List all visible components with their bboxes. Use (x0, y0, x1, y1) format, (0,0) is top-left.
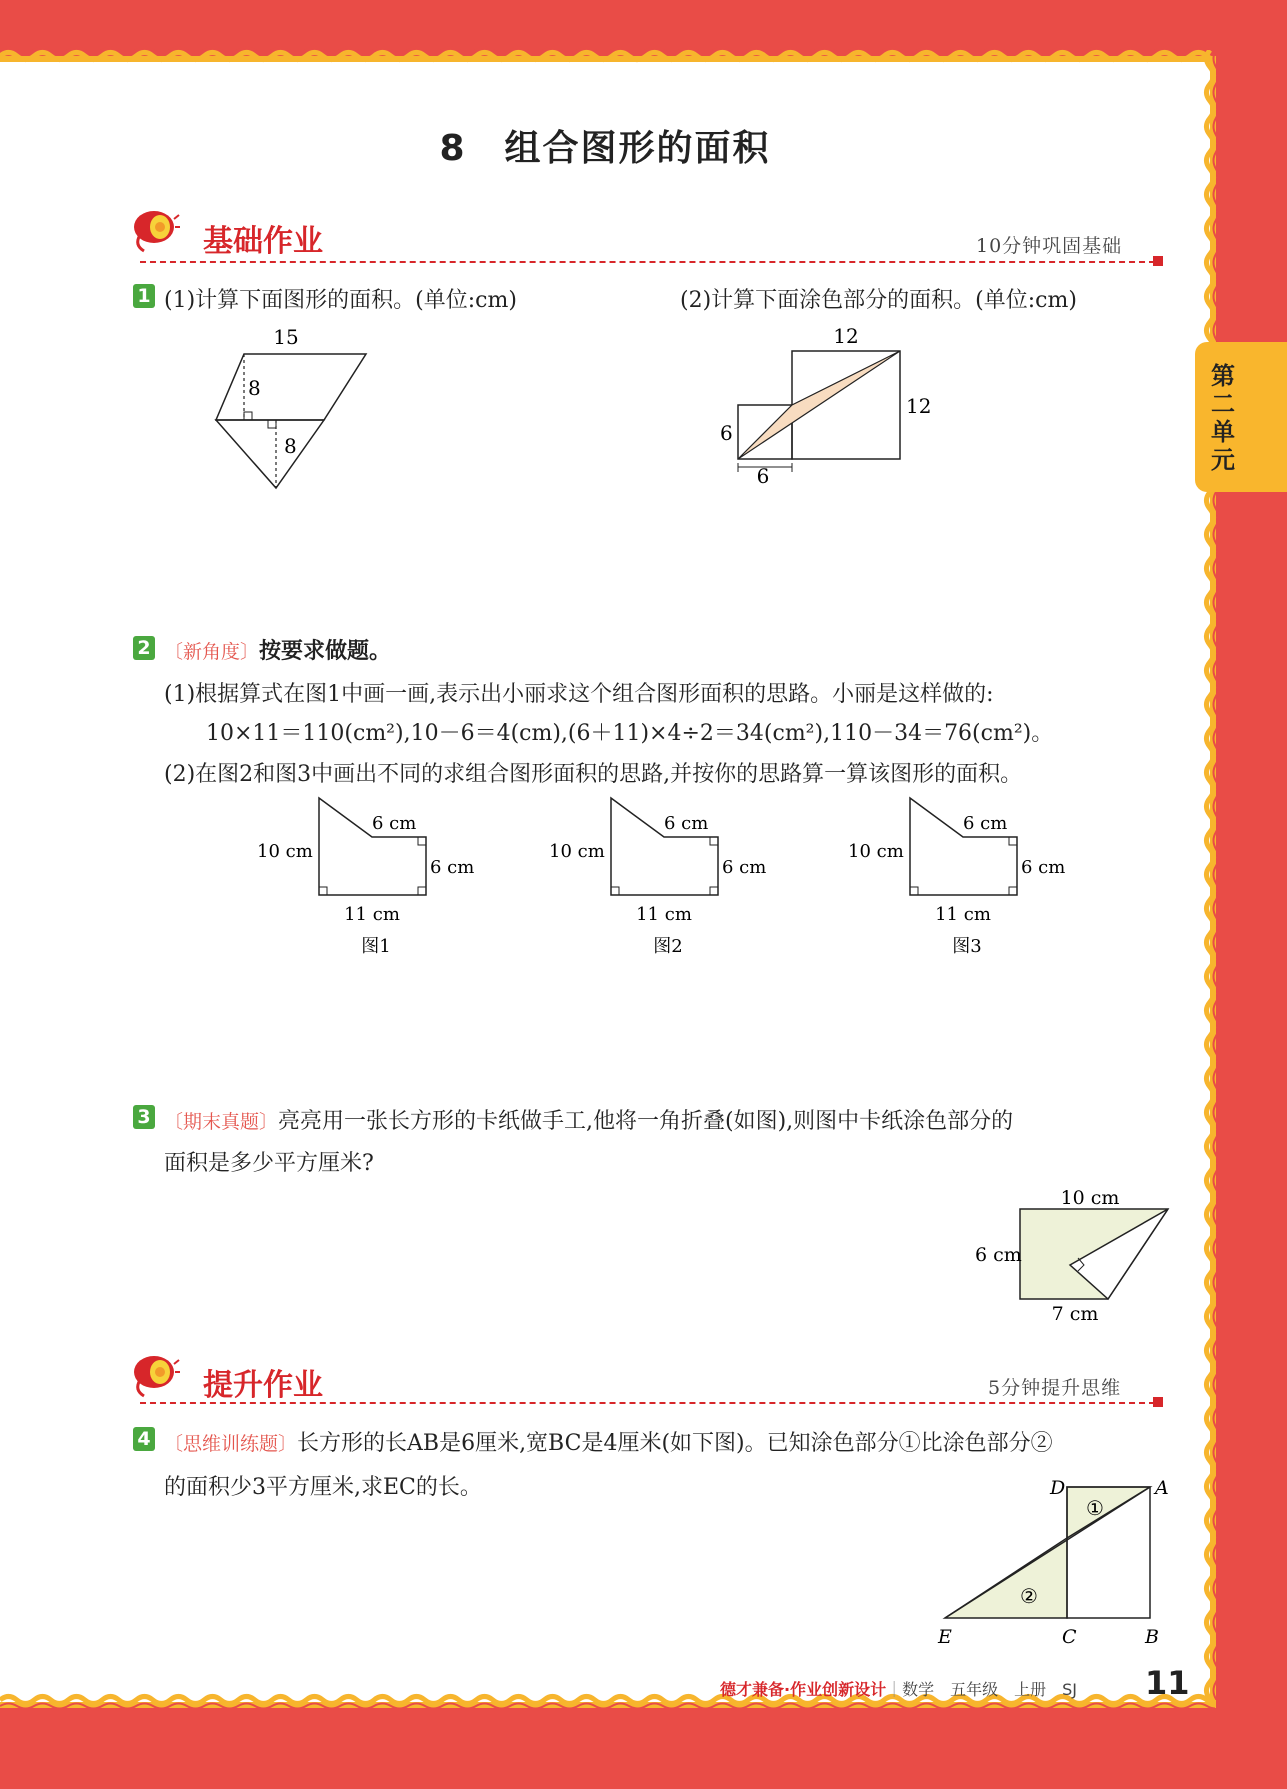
footer-info: 德才兼备·作业创新设计｜数学 五年级 上册 SJ (720, 1680, 1077, 1699)
q2-fig-bottom-label: 11 cm (935, 904, 991, 925)
question-number-badge: 3 (133, 1105, 155, 1129)
q2-prompt: 按要求做题。 (259, 639, 392, 664)
wavy-border-top (0, 44, 1215, 68)
page-title: 8 组合图形的面积 (439, 128, 771, 169)
megaphone-icon (130, 205, 180, 255)
q1-fig1-h1-label: 8 (248, 376, 261, 400)
q4-label-d: D (1050, 1477, 1066, 1499)
q3-line2: 面积是多少平方厘米? (164, 1151, 374, 1176)
q1-part1-text: (1)计算下面图形的面积。(单位:cm) (164, 288, 517, 313)
q1-figure-trapezoid-triangle (200, 320, 380, 500)
q1-figure-two-squares (700, 320, 940, 495)
q4-region-1-label: ① (1086, 1496, 1104, 1520)
q3-tag: 〔期末真题〕 (164, 1111, 279, 1133)
q3-fig-top-label: 10 cm (1060, 1187, 1120, 1209)
q3-figure-folded-card (960, 1185, 1180, 1325)
q1-fig2-left-label: 6 (720, 421, 733, 445)
question-number-badge: 2 (133, 636, 155, 660)
q2-fig-caption: 图1 (361, 936, 391, 957)
q2-fig-bottom-label: 11 cm (636, 904, 692, 925)
q2-fig-2 (549, 798, 766, 957)
basic-section-divider (140, 261, 1155, 263)
q2-fig-top-label: 6 cm (372, 813, 417, 834)
q2-line3: (2)在图2和图3中画出不同的求组合图形面积的思路,并按你的思路算一算该图形的面积。 (164, 762, 1023, 787)
q3-line1 (164, 1104, 1013, 1135)
q2-figures (250, 790, 1250, 965)
megaphone-icon (130, 1350, 180, 1400)
q2-fig-top-label: 6 cm (963, 813, 1008, 834)
advanced-section-divider (140, 1402, 1155, 1404)
q2-fig-right-label: 6 cm (430, 857, 475, 878)
q2-line2: 10×11＝110(cm²),10－6＝4(cm),(6＋11)×4÷2＝34(cm²),110－34＝76(cm²)。 (206, 721, 1054, 746)
footer-book-info: 数学 五年级 上册 SJ (902, 1680, 1077, 1699)
q2-fig-left-label: 10 cm (257, 841, 313, 862)
divider-end-marker (1153, 256, 1163, 266)
question-number-badge: 1 (133, 284, 155, 308)
page-number: 11 (1145, 1664, 1190, 1702)
q4-label-c: C (1062, 1626, 1077, 1648)
q2-fig-top-label: 6 cm (664, 813, 709, 834)
q2-fig-1 (257, 798, 474, 957)
q2-fig-right-label: 6 cm (722, 857, 767, 878)
q1-fig2-top-label: 12 (833, 324, 859, 348)
q2-heading (164, 634, 391, 665)
q4-label-a: A (1155, 1477, 1169, 1499)
q3-fig-bottom-label: 7 cm (1051, 1303, 1099, 1325)
q2-fig-caption: 图3 (952, 936, 982, 957)
q4-figure-rectangle (920, 1475, 1185, 1650)
q2-fig-left-label: 10 cm (848, 841, 904, 862)
q4-label-b: B (1145, 1626, 1159, 1648)
basic-section-heading: 基础作业 (203, 224, 323, 259)
q1-fig1-h2-label: 8 (284, 434, 297, 458)
advanced-section-subtitle: 5分钟提升思维 (988, 1377, 1122, 1399)
q4-region-2-label: ② (1020, 1584, 1038, 1608)
basic-section-subtitle: 10分钟巩固基础 (976, 235, 1123, 257)
q4-line1-text: 长方形的长AB是6厘米,宽BC是4厘米(如下图)。已知涂色部分①比涂色部分② (297, 1431, 1053, 1456)
footer-brand: 德才兼备·作业创新设计 (720, 1680, 887, 1699)
q1-fig2-bottom-label: 6 (756, 464, 770, 488)
q2-fig-left-label: 10 cm (549, 841, 605, 862)
question-number-badge: 4 (133, 1427, 155, 1451)
q1-fig2-right-label: 12 (906, 394, 932, 418)
q2-fig-bottom-label: 11 cm (344, 904, 400, 925)
q2-tag: 〔新角度〕 (164, 641, 260, 663)
q4-label-e: E (938, 1626, 952, 1648)
q1-fig1-top-label: 15 (273, 325, 299, 349)
unit-side-tab-label: 第二单元 (1211, 362, 1235, 474)
q2-fig-caption: 图2 (653, 936, 683, 957)
q4-line2: 的面积少3平方厘米,求EC的长。 (164, 1475, 482, 1500)
q4-line1 (164, 1426, 1053, 1457)
divider-end-marker (1153, 1397, 1163, 1407)
advanced-section-heading: 提升作业 (203, 1368, 323, 1403)
q2-fig-3 (848, 798, 1065, 957)
q4-tag: 〔思维训练题〕 (164, 1433, 298, 1455)
q3-fig-left-label: 6 cm (975, 1244, 1022, 1266)
q3-line1-text: 亮亮用一张长方形的卡纸做手工,他将一角折叠(如图),则图中卡纸涂色部分的 (278, 1109, 1014, 1134)
q2-line1: (1)根据算式在图1中画一画,表示出小丽求这个组合图形面积的思路。小丽是这样做的: (164, 682, 994, 707)
q2-fig-right-label: 6 cm (1021, 857, 1066, 878)
q1-part2-text: (2)计算下面涂色部分的面积。(单位:cm) (680, 288, 1077, 313)
